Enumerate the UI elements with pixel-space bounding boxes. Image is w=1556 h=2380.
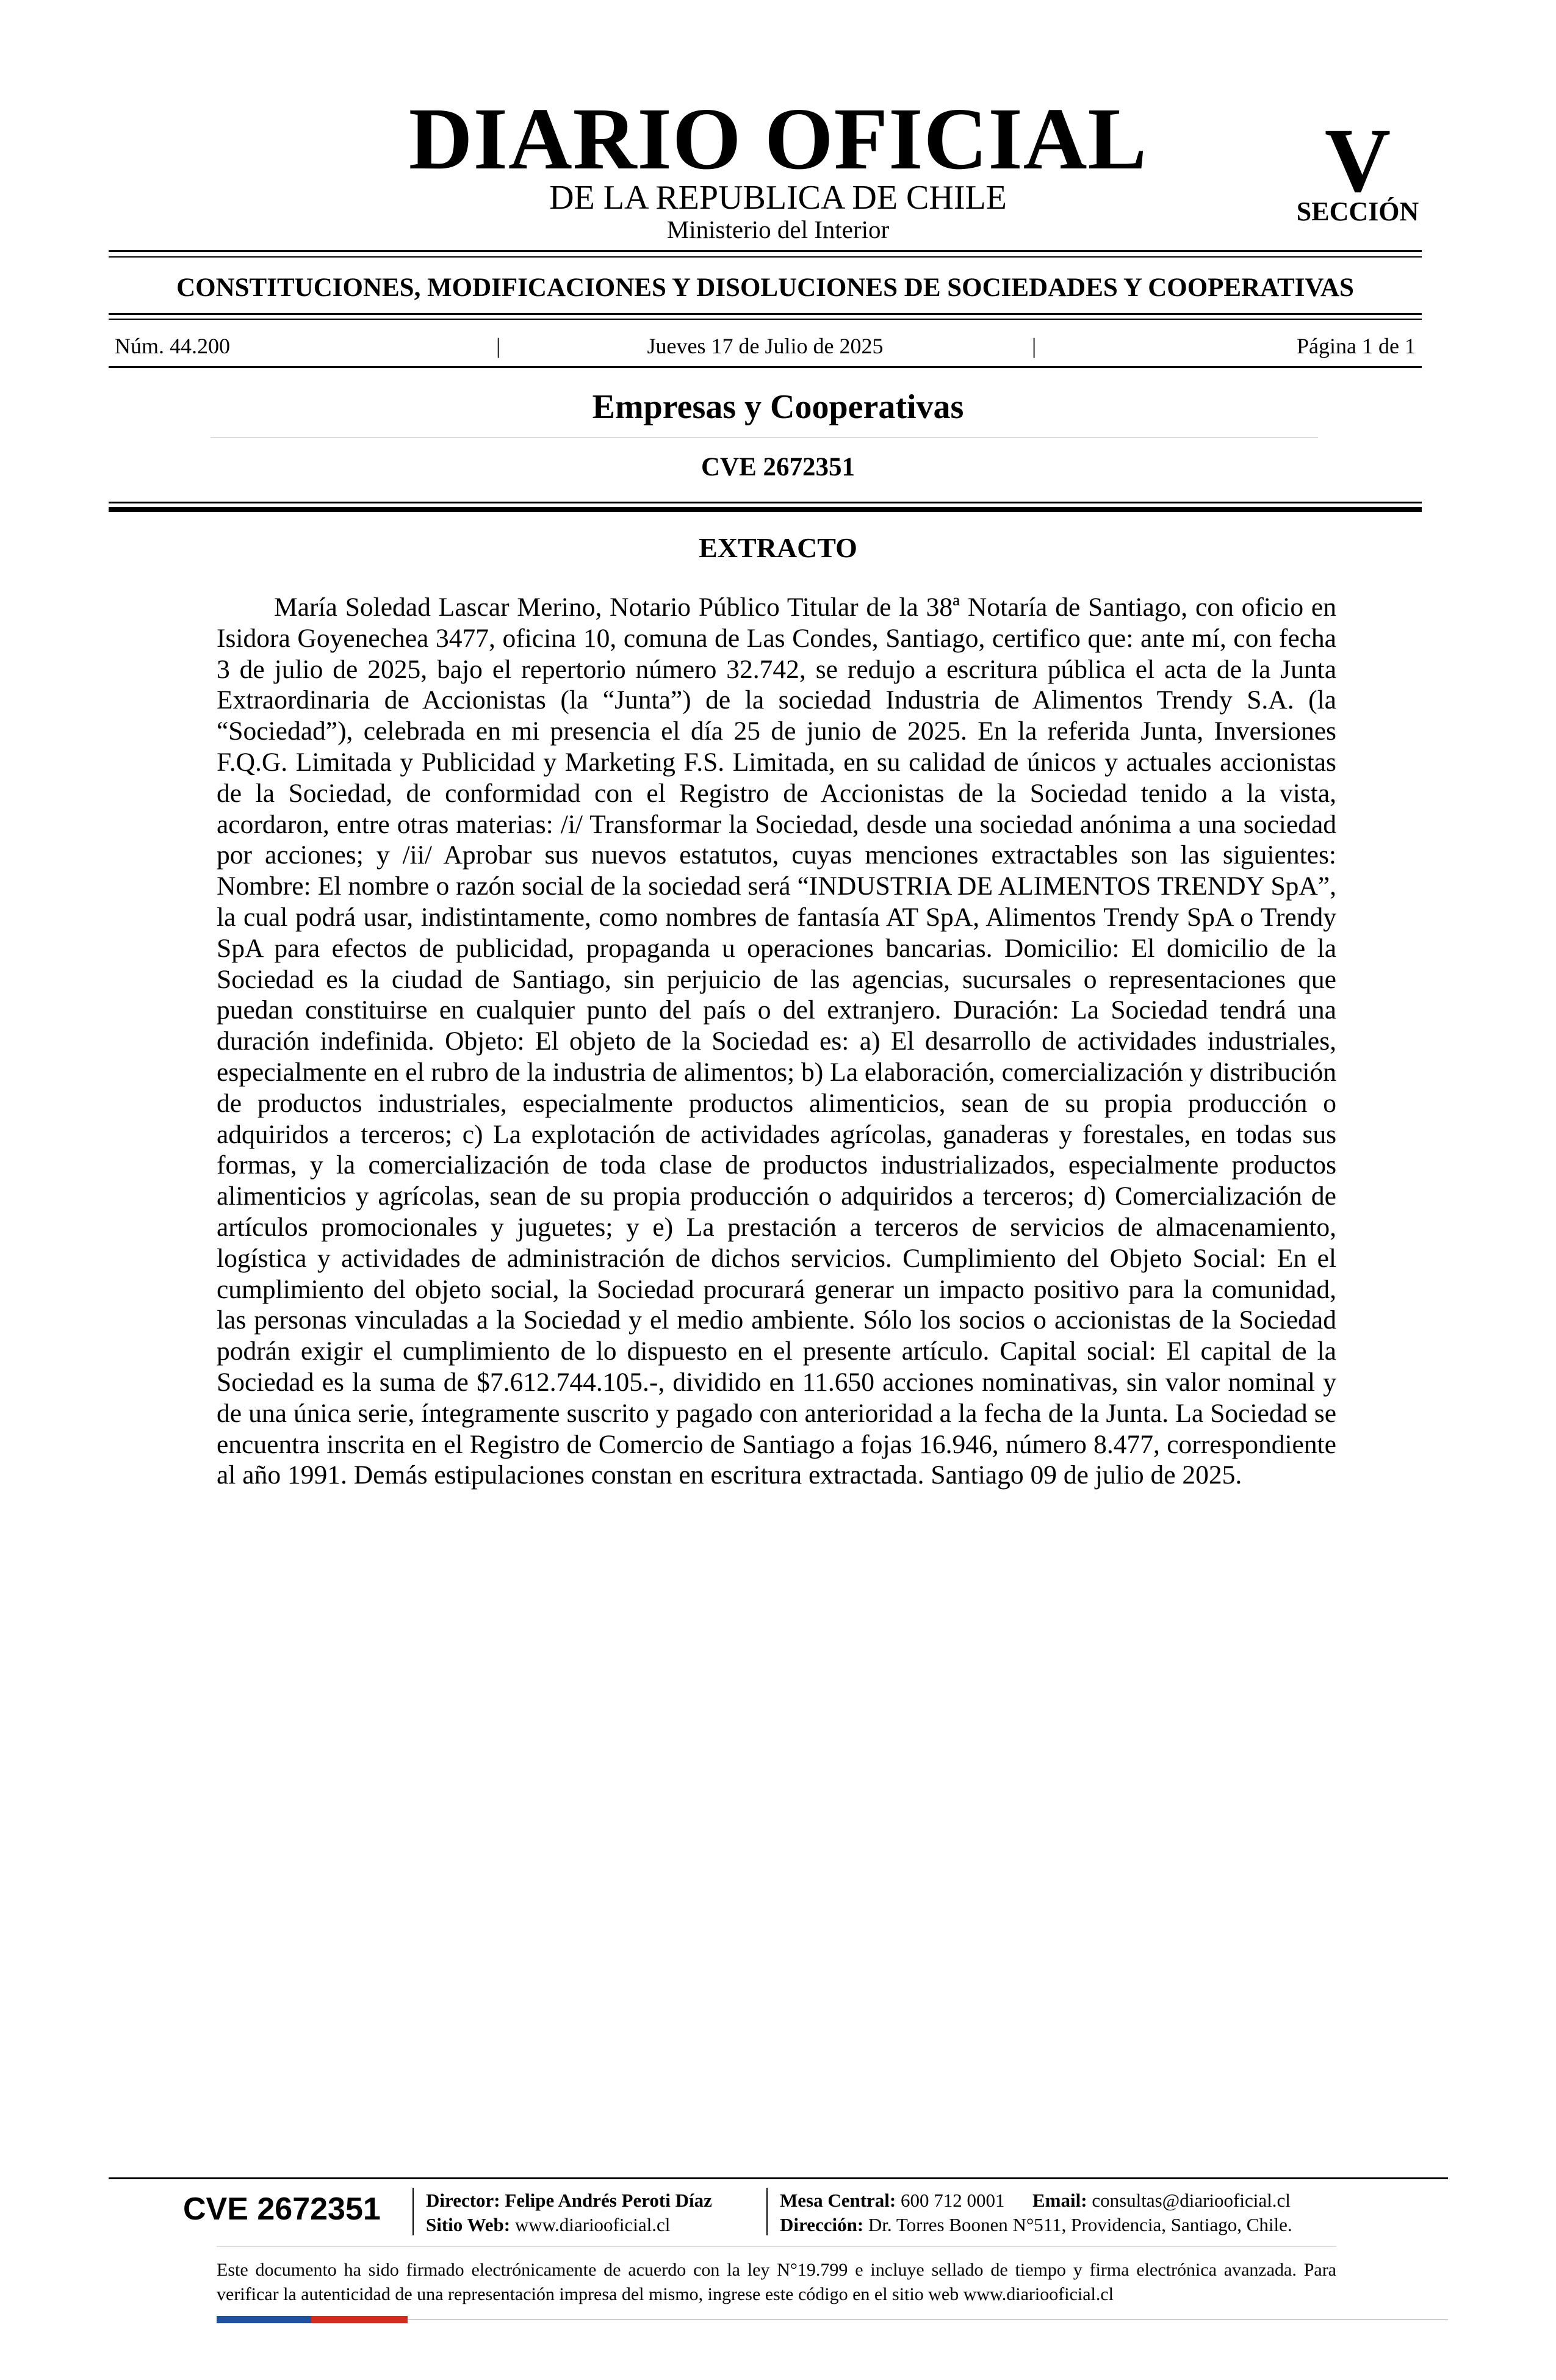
flag-stripe-red xyxy=(311,2316,408,2323)
email-label: Email: xyxy=(1032,2190,1087,2211)
footer-thin-divider xyxy=(217,2246,1336,2247)
footer-cve: CVE 2672351 xyxy=(183,2191,381,2227)
masthead-divider-inner xyxy=(109,256,1422,258)
masthead-subtitle: DE LA REPUBLICA DE CHILE xyxy=(549,179,1007,217)
issue-page: Página 1 de 1 xyxy=(1297,334,1416,358)
header-divider xyxy=(109,502,1422,503)
document-body: María Soledad Lascar Merino, Notario Público Titular de la 38ª Notaría de Santiago, con oficio en Isidora Goyenechea 3477, oficina 10, comuna de Las Condes, Santiago, certifico que: ante mí, con fecha 3 de julio de 2025, bajo el repertorio número 32.742, se redujo a escritura pública el acta de la Junta Extraordinaria de Accionistas (la “Junta”) de la sociedad Industria de Alimentos Trendy S.A. (la “Sociedad”), celebrada en mi presencia el día 25 de junio de 2025. En la referida Junta, Inversiones F.Q.G. Limitada y Publicidad y Marketing F.S. Limitada, en su calidad de únicos y actuales accionistas de la Sociedad, de conformidad con el Registro de Accionistas de la Sociedad tenido a la vista, acordaron, entre otras materias: /i/ Transformar la Sociedad, desde una sociedad anónima a una sociedad por acciones; y /ii/ Aprobar sus nuevos estatutos, cuyas menciones extractables son las siguientes: Nombre: El nombre o razón social de la sociedad será “INDUSTRIA DE ALIMENTOS TRENDY SpA”, la cual podrá usar, indistintamente, como nombres de fantasía AT SpA, Alimentos Trendy SpA o Trendy SpA para efectos de publicidad, propaganda u operaciones bancarias. Domicilio: El domicilio de la Sociedad es la ciudad de Santiago, sin perjuicio de las agencias, sucursales o representaciones que puedan constituirse en cualquier punto del país o del extranjero. Duración: La Sociedad tendrá una duración indefinida. Objeto: El objeto de la Sociedad es: a) El desarrollo de actividades industriales, especialmente en el rubro de la industria de alimentos; b) La elaboración, comercialización y distribución de productos industriales, especialmente productos alimenticios, sean de su propia producción o adquiridos a terceros; c) La explotación de actividades agrícolas, ganaderas y forestales, en todas sus formas, y la comercialización de toda clase de productos industrializados, especialmente productos alimenticios y agrícolas, sean de su propia producción o adquiridos a terceros; d) Comercialización de artículos promocionales y juguetes; y e) La prestación a terceros de servicios de almacenamiento, logística y actividades de administración de dichos servicios. Cumplimiento del Objeto Social: En el cumplimiento del objeto social, la Sociedad procurará generar un impacto positivo para la comunidad, las personas vinculadas a la Sociedad y el medio ambiente. Sólo los socios o accionistas de la Sociedad podrán exigir el cumplimiento de lo dispuesto en el presente artículo. Capital social: El capital de la Sociedad es la suma de $7.612.744.105.-, dividido en 11.650 acciones nominativas, sin valor nominal y de una única serie, íntegramente suscrito y pagado con anterioridad a la fecha de la Junta. La Sociedad se encuentra inscrita en el Registro de Comercio de Santiago a fojas 16.946, número 8.477, correspondiente al año 1991. Demás estipulaciones constan en escritura extractada. Santiago 09 de julio de 2025. xyxy=(217,593,1336,1490)
issue-row xyxy=(115,332,1416,360)
header-divider-thick xyxy=(109,507,1422,512)
category-divider xyxy=(211,437,1318,438)
footer-note: Este documento ha sido firmado electrónicamente de acuerdo con la ley N°19.799 e incluye sellado de tiempo y firma electrónica avanzada. Para verificar la autenticidad de una representación impresa del mismo, ingrese este código en el sitio web www.diariooficial.cl xyxy=(217,2260,1336,2304)
footer-bottom-line xyxy=(408,2319,1448,2320)
footer-mesa xyxy=(780,2188,1291,2213)
director-value: Felipe Andrés Peroti Díaz xyxy=(505,2190,712,2211)
section-divider xyxy=(109,313,1422,315)
footer-director xyxy=(426,2188,712,2213)
issue-divider xyxy=(109,366,1422,368)
web-label: Sitio Web: xyxy=(426,2214,511,2235)
mesa-value: 600 712 0001 xyxy=(901,2190,1005,2211)
director-label: Director: xyxy=(426,2190,500,2211)
section-title: CONSTITUCIONES, MODIFICACIONES Y DISOLUCIONES DE SOCIEDADES Y COOPERATIVAS xyxy=(176,273,1354,302)
footer-divider xyxy=(109,2177,1448,2179)
address-value: Dr. Torres Boonen N°511, Providencia, Santiago, Chile. xyxy=(868,2214,1292,2235)
footer-address xyxy=(780,2213,1292,2237)
masthead-title: DIARIO OFICIAL xyxy=(408,90,1148,188)
document-heading: EXTRACTO xyxy=(699,532,857,563)
category-title: Empresas y Cooperativas xyxy=(592,388,964,426)
footer-separator xyxy=(412,2188,414,2235)
footer-separator xyxy=(766,2188,768,2235)
mesa-label: Mesa Central: xyxy=(780,2190,896,2211)
issue-date: Jueves 17 de Julio de 2025 xyxy=(647,334,884,358)
flag-stripe-blue xyxy=(217,2316,311,2323)
address-label: Dirección: xyxy=(780,2214,864,2235)
email-value[interactable]: consultas@diariooficial.cl xyxy=(1092,2190,1291,2211)
section-divider-inner xyxy=(109,319,1422,320)
masthead-divider xyxy=(109,250,1422,252)
section-word: SECCIÓN xyxy=(1296,197,1419,226)
issue-separator: | xyxy=(1032,334,1037,358)
issue-separator: | xyxy=(496,334,501,358)
cve-code: CVE 2672351 xyxy=(701,453,855,481)
footer-website xyxy=(426,2213,670,2237)
issue-number: Núm. 44.200 xyxy=(115,334,230,358)
masthead-ministry: Ministerio del Interior xyxy=(666,215,890,243)
section-letter: V xyxy=(1324,110,1391,211)
web-value[interactable]: www.diariooficial.cl xyxy=(514,2214,671,2235)
